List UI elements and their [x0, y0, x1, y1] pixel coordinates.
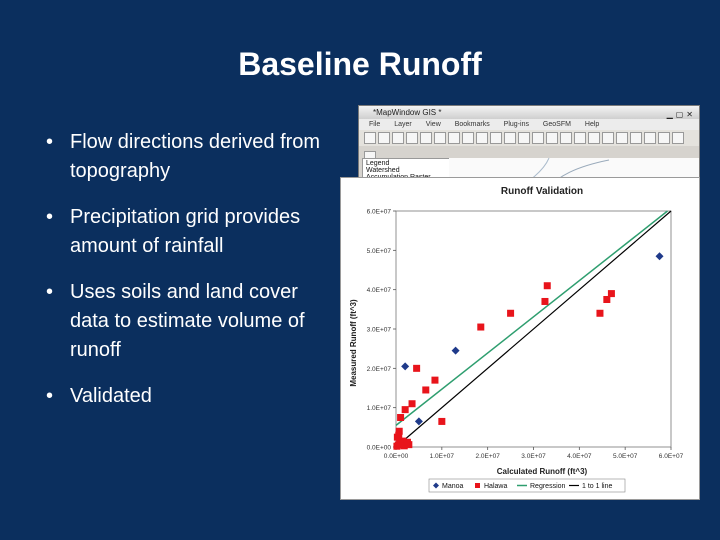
gis-legend-item: Watershed	[366, 167, 400, 174]
halawa-point	[431, 377, 438, 384]
legend-label: Halawa	[484, 483, 508, 490]
bullet-item	[44, 128, 324, 186]
y-tick-label: 1.0E+07	[366, 405, 391, 413]
halawa-point	[409, 400, 416, 407]
x-tick-label: 1.0E+07	[429, 453, 455, 460]
y-tick-label: 5.0E+07	[366, 247, 391, 255]
bullet-item	[44, 278, 324, 365]
gis-toolbar	[359, 130, 699, 146]
toolbar-icon	[406, 132, 418, 144]
toolbar-icon	[490, 132, 502, 144]
gis-menu-item: Plug-ins	[503, 121, 529, 128]
halawa-point	[404, 439, 411, 446]
toolbar-icon	[602, 132, 614, 144]
x-tick-label: 2.0E+07	[475, 453, 500, 460]
halawa-point	[402, 406, 409, 413]
toolbar-icon	[392, 132, 404, 144]
bullet-dot-icon: •	[46, 206, 54, 228]
bullet-text: Flow directions derived from topography	[70, 131, 321, 182]
chart-svg	[341, 178, 699, 499]
chart-legend	[429, 479, 625, 492]
toolbar-icon	[434, 132, 446, 144]
chart-title: Runoff Validation	[500, 186, 584, 197]
toolbar-icon	[560, 132, 572, 144]
gis-menu-item: View	[425, 121, 441, 128]
halawa-point	[438, 418, 445, 425]
toolbar-icon	[616, 132, 628, 144]
bullet-dot-icon: •	[46, 385, 54, 407]
gis-legend-label: Legend	[366, 160, 390, 167]
toolbar-icon	[420, 132, 432, 144]
halawa-point	[422, 386, 429, 393]
halawa-point	[541, 298, 548, 305]
toolbar-icon	[462, 132, 474, 144]
bullet-text: Validated	[70, 385, 152, 407]
halawa-point	[477, 324, 484, 331]
halawa-point	[413, 365, 420, 372]
x-tick-label: 5.0E+07	[612, 453, 638, 460]
bullet-list	[44, 128, 324, 428]
gis-window-titlebar	[359, 106, 699, 119]
y-tick-label: 2.0E+07	[366, 365, 391, 373]
x-tick-label: 0.0E+00	[383, 453, 409, 460]
toolbar-icon	[588, 132, 600, 144]
toolbar-icon	[574, 132, 586, 144]
toolbar-icon	[364, 132, 376, 144]
toolbar-icon	[532, 132, 544, 144]
halawa-point	[507, 310, 514, 317]
legend-halawa-icon	[475, 483, 480, 488]
gis-menu-item: Help	[584, 121, 600, 128]
slide-title: Baseline Runoff	[238, 46, 482, 82]
y-tick-label: 6.0E+07	[366, 208, 391, 216]
gis-menu-item: File	[369, 121, 381, 128]
x-tick-label: 3.0E+07	[521, 453, 546, 460]
y-tick-label: 4.0E+07	[366, 287, 391, 295]
toolbar-icon	[518, 132, 530, 144]
y-tick-label: 0.0E+00	[366, 444, 391, 452]
toolbar-icon	[630, 132, 642, 144]
x-axis-label: Calculated Runoff (ft^3)	[496, 467, 588, 476]
bullet-text: Precipitation grid provides amount of rainfall	[70, 206, 301, 257]
bullet-text: Uses soils and land cover data to estimate volume of runoff	[70, 281, 305, 361]
toolbar-icon	[504, 132, 516, 144]
toolbar-icon	[672, 132, 684, 144]
y-axis-label: Measured Runoff (ft^3)	[349, 299, 358, 387]
x-tick-label: 6.0E+07	[658, 453, 684, 460]
halawa-point	[596, 310, 603, 317]
gis-menu-bar	[359, 119, 699, 130]
gis-menu-item: Bookmarks	[454, 121, 490, 128]
bullet-item	[44, 382, 324, 411]
gis-menu-item: Layer	[394, 121, 412, 128]
legend-label: Manoa	[442, 483, 464, 490]
toolbar-icon	[378, 132, 390, 144]
toolbar-icon	[658, 132, 670, 144]
halawa-point	[544, 282, 551, 289]
bullet-dot-icon: •	[46, 281, 54, 303]
gis-menu-item: GeoSFM	[542, 121, 571, 128]
gis-window-title: *MapWindow GIS *	[373, 108, 442, 117]
bullet-item	[44, 203, 324, 261]
halawa-point	[608, 290, 615, 297]
toolbar-icon	[476, 132, 488, 144]
toolbar-icon	[644, 132, 656, 144]
legend-label: 1 to 1 line	[582, 483, 613, 490]
toolbar-icon	[546, 132, 558, 144]
toolbar-icon	[448, 132, 460, 144]
halawa-point	[397, 414, 404, 421]
x-tick-label: 4.0E+07	[567, 453, 592, 460]
runoff-validation-chart	[340, 177, 700, 500]
legend-label: Regression	[530, 483, 566, 490]
bullet-dot-icon: •	[46, 131, 54, 153]
halawa-point	[395, 432, 402, 439]
window-controls-icon: ▁▢✕	[666, 110, 696, 119]
y-tick-label: 3.0E+07	[366, 326, 391, 334]
